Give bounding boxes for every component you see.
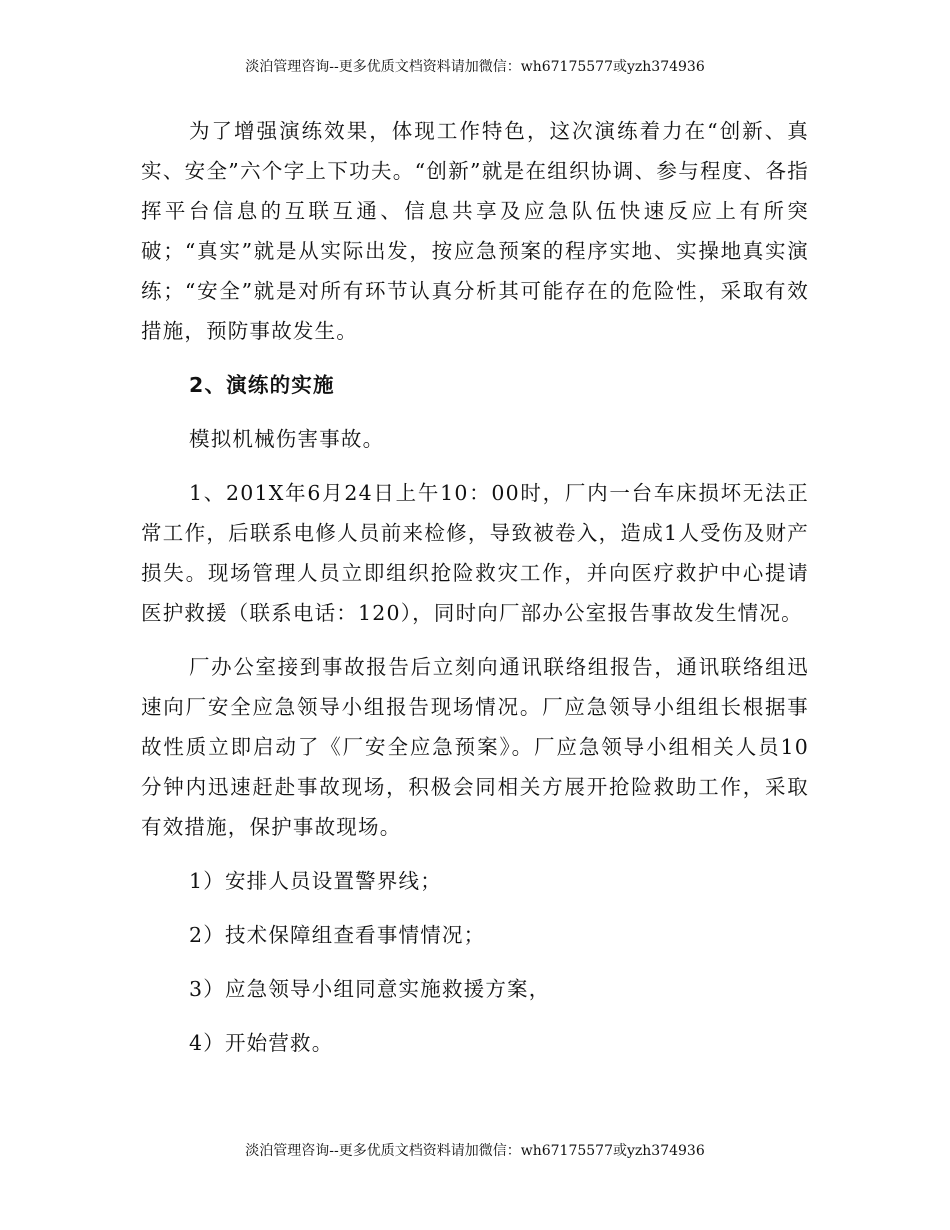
list-item: 3）应急领导小组同意实施救援方案， (189, 977, 551, 1001)
page-header: 淡泊管理咨询--更多优质文档资料请加微信：wh67175577或yzh374936 (245, 59, 705, 75)
list-item: 4）开始营救。 (189, 1031, 334, 1055)
paragraph-response: 厂办公室接到事故报告后立刻向通讯联络组报告，通讯联络组迅速向厂安全应急领导小组报告现场情况。厂应急领导小组组长根据事故性质立即启动了《厂安全应急预案》。厂应急领导小组相关人员10分钟内迅速赶赴事故现场，积极会同相关方展开抢险救助工作，采取有效措施，保护事故现场。 (141, 655, 809, 839)
document-body (141, 111, 809, 1063)
paragraph-incident: 1、201X年6月24日上午10：00时，厂内一台车床损坏无法正常工作，后联系电修人员前来检修，导致被卷入，造成1人受伤及财产损失。现场管理人员立即组织抢险救灾工作，并向医疗救护中心提请医护救援（联系电话：120），同时向厂部办公室报告事故发生情况。 (141, 481, 809, 625)
action-list (141, 861, 809, 1063)
page-footer: 淡泊管理咨询--更多优质文档资料请加微信：wh67175577或yzh374936 (245, 1143, 705, 1159)
list-item: 2）技术保障组查看事情情况； (189, 923, 486, 947)
paragraph-scenario: 模拟机械伤害事故。 (189, 427, 385, 451)
section-heading: 2、演练的实施 (189, 373, 335, 397)
list-item: 1）安排人员设置警界线； (189, 869, 442, 893)
paragraph-innovation: 为了增强演练效果，体现工作特色，这次演练着力在“创新、真实、安全”六个字上下功夫。“创新”就是在组织协调、参与程度、各指挥平台信息的互联互通、信息共享及应急队伍快速反应上有所突破；“真实”就是从实际出发，按应急预案的程序实地、实操地真实演练；“安全”就是对所有环节认真分析其可能存在的危险性，采取有效措施，预防事故发生。 (141, 119, 809, 343)
